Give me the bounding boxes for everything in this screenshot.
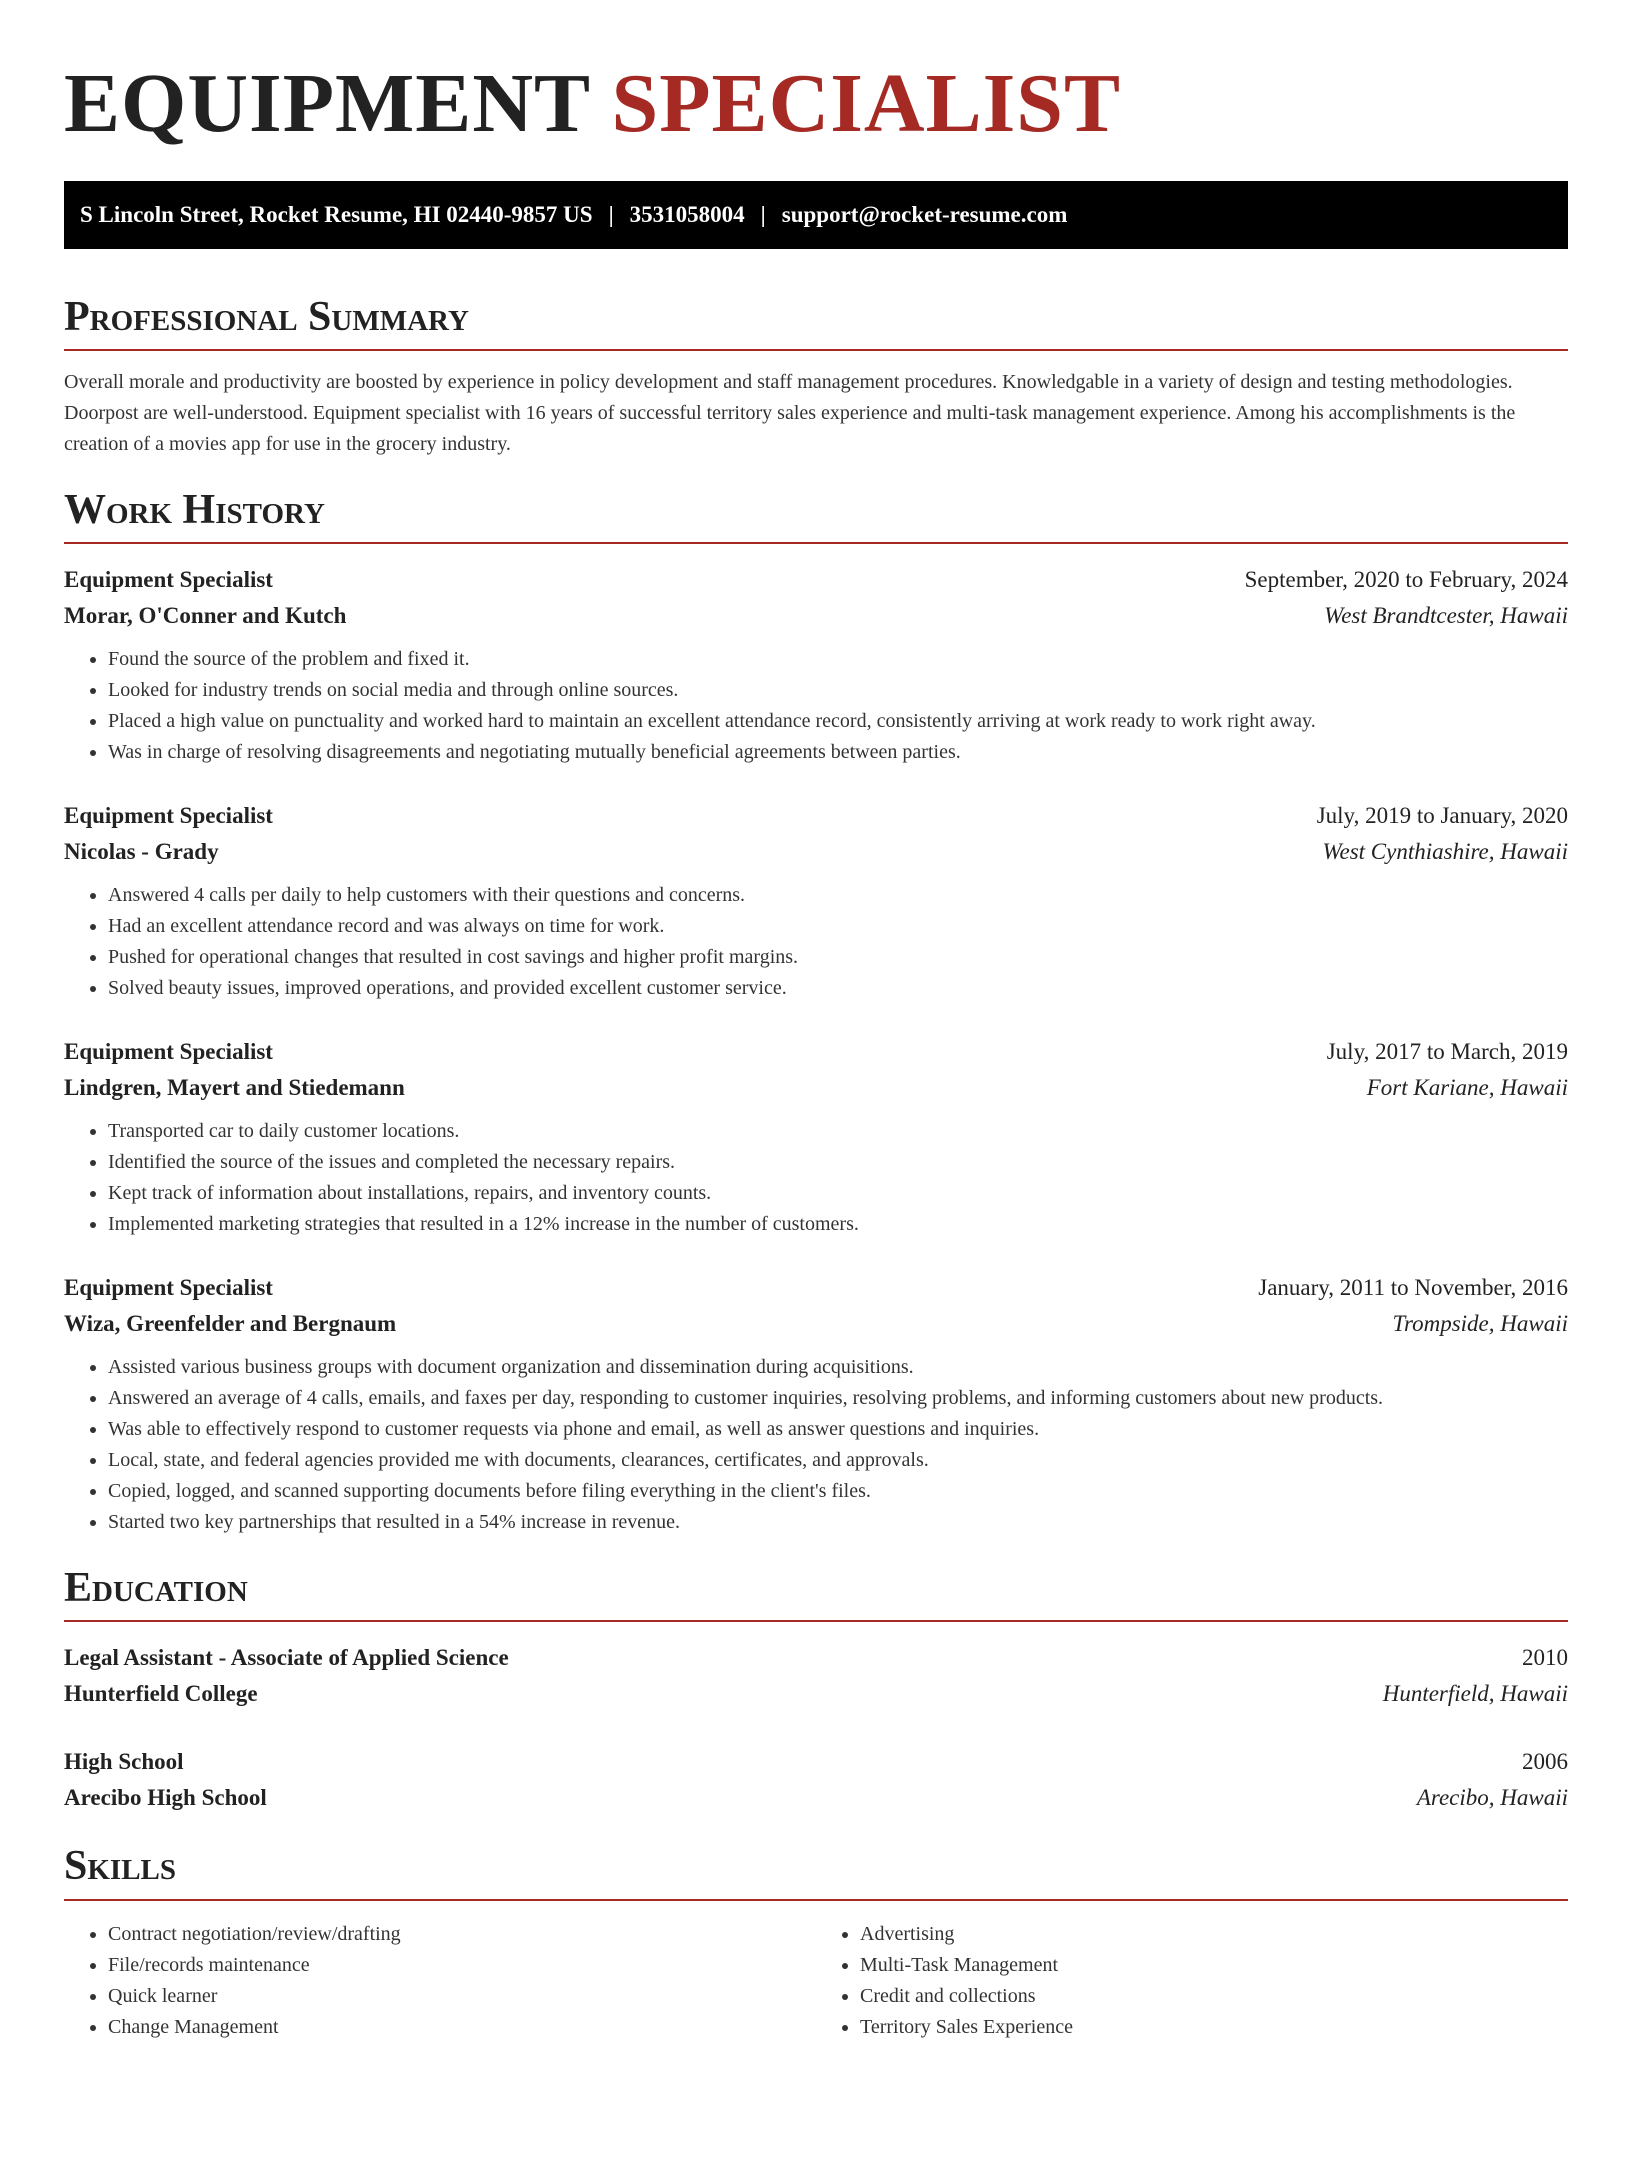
job-location: West Cynthiashire, Hawaii (1322, 839, 1568, 865)
contact-separator: | (760, 201, 766, 227)
job-company: Lindgren, Mayert and Stiedemann (64, 1075, 405, 1101)
section-title-work: Work History (64, 486, 1568, 544)
job-dates: July, 2019 to January, 2020 (1316, 803, 1568, 829)
job-role: Equipment Specialist (64, 1275, 273, 1301)
name-last: SPECIALIST (611, 57, 1122, 150)
work-section (64, 486, 1568, 1538)
list-item: • Identified the source of the issues and completed the necessary repairs. (108, 1147, 1568, 1178)
job-dates: January, 2011 to November, 2016 (1258, 1275, 1568, 1301)
skills-section (64, 1842, 1568, 2042)
contact-bar (64, 181, 1568, 249)
list-item: • Solved beauty issues, improved operations, and provided excellent customer service. (108, 973, 1568, 1004)
list-item: • Found the source of the problem and fixed it. (108, 644, 1568, 675)
list-item: • Multi-Task Management (860, 1950, 1568, 1981)
list-item: • Territory Sales Experience (860, 2012, 1568, 2043)
job-role: Equipment Specialist (64, 1039, 273, 1065)
job-entry (64, 562, 1568, 768)
job-bullets (64, 1352, 1568, 1538)
education-location: Arecibo, Hawaii (1416, 1785, 1568, 1811)
job-role: Equipment Specialist (64, 803, 273, 829)
education-year: 2010 (1522, 1645, 1568, 1671)
job-company: Morar, O'Conner and Kutch (64, 603, 347, 629)
education-school: Hunterfield College (64, 1681, 258, 1707)
list-item: • Answered an average of 4 calls, emails, and faxes per day, responding to customer inquiries, resolving problems, and informing customers about new products. (108, 1383, 1568, 1414)
list-item: • Kept track of information about installations, repairs, and inventory counts. (108, 1178, 1568, 1209)
list-item: • Started two key partnerships that resulted in a 54% increase in revenue. (108, 1507, 1568, 1538)
education-section (64, 1564, 1568, 1816)
section-title-summary: Professional Summary (64, 293, 1568, 351)
contact-phone[interactable]: 3531058004 (629, 201, 745, 227)
skills-list-right (816, 1919, 1568, 2043)
education-school: Arecibo High School (64, 1785, 267, 1811)
education-location: Hunterfield, Hawaii (1382, 1681, 1568, 1707)
job-dates: July, 2017 to March, 2019 (1326, 1039, 1568, 1065)
list-item: • Change Management (108, 2012, 816, 2043)
resume-name (64, 56, 1568, 153)
resume-page (0, 56, 1632, 2043)
list-item: • Was able to effectively respond to customer requests via phone and email, as well as answer questions and inquiries. (108, 1414, 1568, 1445)
list-item: • Had an excellent attendance record and was always on time for work. (108, 911, 1568, 942)
section-title-education: Education (64, 1564, 1568, 1622)
list-item: • Was in charge of resolving disagreements and negotiating mutually beneficial agreements between parties. (108, 737, 1568, 768)
contact-address: S Lincoln Street, Rocket Resume, HI 02440-9857 US (80, 201, 593, 227)
list-item: • Credit and collections (860, 1981, 1568, 2012)
skills-columns (64, 1919, 1568, 2043)
list-item: • Implemented marketing strategies that resulted in a 12% increase in the number of customers. (108, 1209, 1568, 1240)
contact-separator: | (608, 201, 614, 227)
list-item: • Contract negotiation/review/drafting (108, 1919, 816, 1950)
list-item: • Advertising (860, 1919, 1568, 1950)
list-item: • Local, state, and federal agencies provided me with documents, clearances, certificates, and approvals. (108, 1445, 1568, 1476)
name-first: EQUIPMENT (64, 57, 590, 150)
job-location: Fort Kariane, Hawaii (1366, 1075, 1568, 1101)
job-location: West Brandtcester, Hawaii (1324, 603, 1568, 629)
list-item: • Quick learner (108, 1981, 816, 2012)
list-item: • Looked for industry trends on social media and through online sources. (108, 675, 1568, 706)
education-entry (64, 1744, 1568, 1816)
job-role: Equipment Specialist (64, 567, 273, 593)
education-year: 2006 (1522, 1749, 1568, 1775)
education-degree: High School (64, 1749, 184, 1775)
job-location: Trompside, Hawaii (1392, 1311, 1568, 1337)
list-item: • Pushed for operational changes that resulted in cost savings and higher profit margins. (108, 942, 1568, 973)
job-bullets (64, 1116, 1568, 1240)
education-entry (64, 1640, 1568, 1712)
section-title-skills: Skills (64, 1842, 1568, 1900)
job-dates: September, 2020 to February, 2024 (1244, 567, 1568, 593)
job-entry (64, 798, 1568, 1004)
job-bullets (64, 644, 1568, 768)
contact-email[interactable]: support@rocket-resume.com (781, 201, 1068, 227)
skills-list-left (64, 1919, 816, 2043)
summary-section (64, 293, 1568, 460)
education-degree: Legal Assistant - Associate of Applied Science (64, 1645, 509, 1671)
job-bullets (64, 880, 1568, 1004)
job-company: Nicolas - Grady (64, 839, 219, 865)
list-item: • Placed a high value on punctuality and worked hard to maintain an excellent attendance record, consistently arriving at work ready to work right away. (108, 706, 1568, 737)
list-item: • Transported car to daily customer locations. (108, 1116, 1568, 1147)
list-item: • Assisted various business groups with document organization and dissemination during acquisitions. (108, 1352, 1568, 1383)
list-item: • Answered 4 calls per daily to help customers with their questions and concerns. (108, 880, 1568, 911)
summary-text: Overall morale and productivity are boosted by experience in policy development and staff management procedures. Knowledgable in a variety of design and testing methodologies. Doorpost are well-understood. Equipment specialist with 16 years of successful territory sales experience and multi-task management experience. Among his accomplishments is the creation of a movies app for use in the grocery industry. (64, 370, 1516, 455)
list-item: • Copied, logged, and scanned supporting documents before filing everything in the client's files. (108, 1476, 1568, 1507)
job-entry (64, 1270, 1568, 1538)
list-item: • File/records maintenance (108, 1950, 816, 1981)
job-company: Wiza, Greenfelder and Bergnaum (64, 1311, 397, 1337)
job-entry (64, 1034, 1568, 1240)
